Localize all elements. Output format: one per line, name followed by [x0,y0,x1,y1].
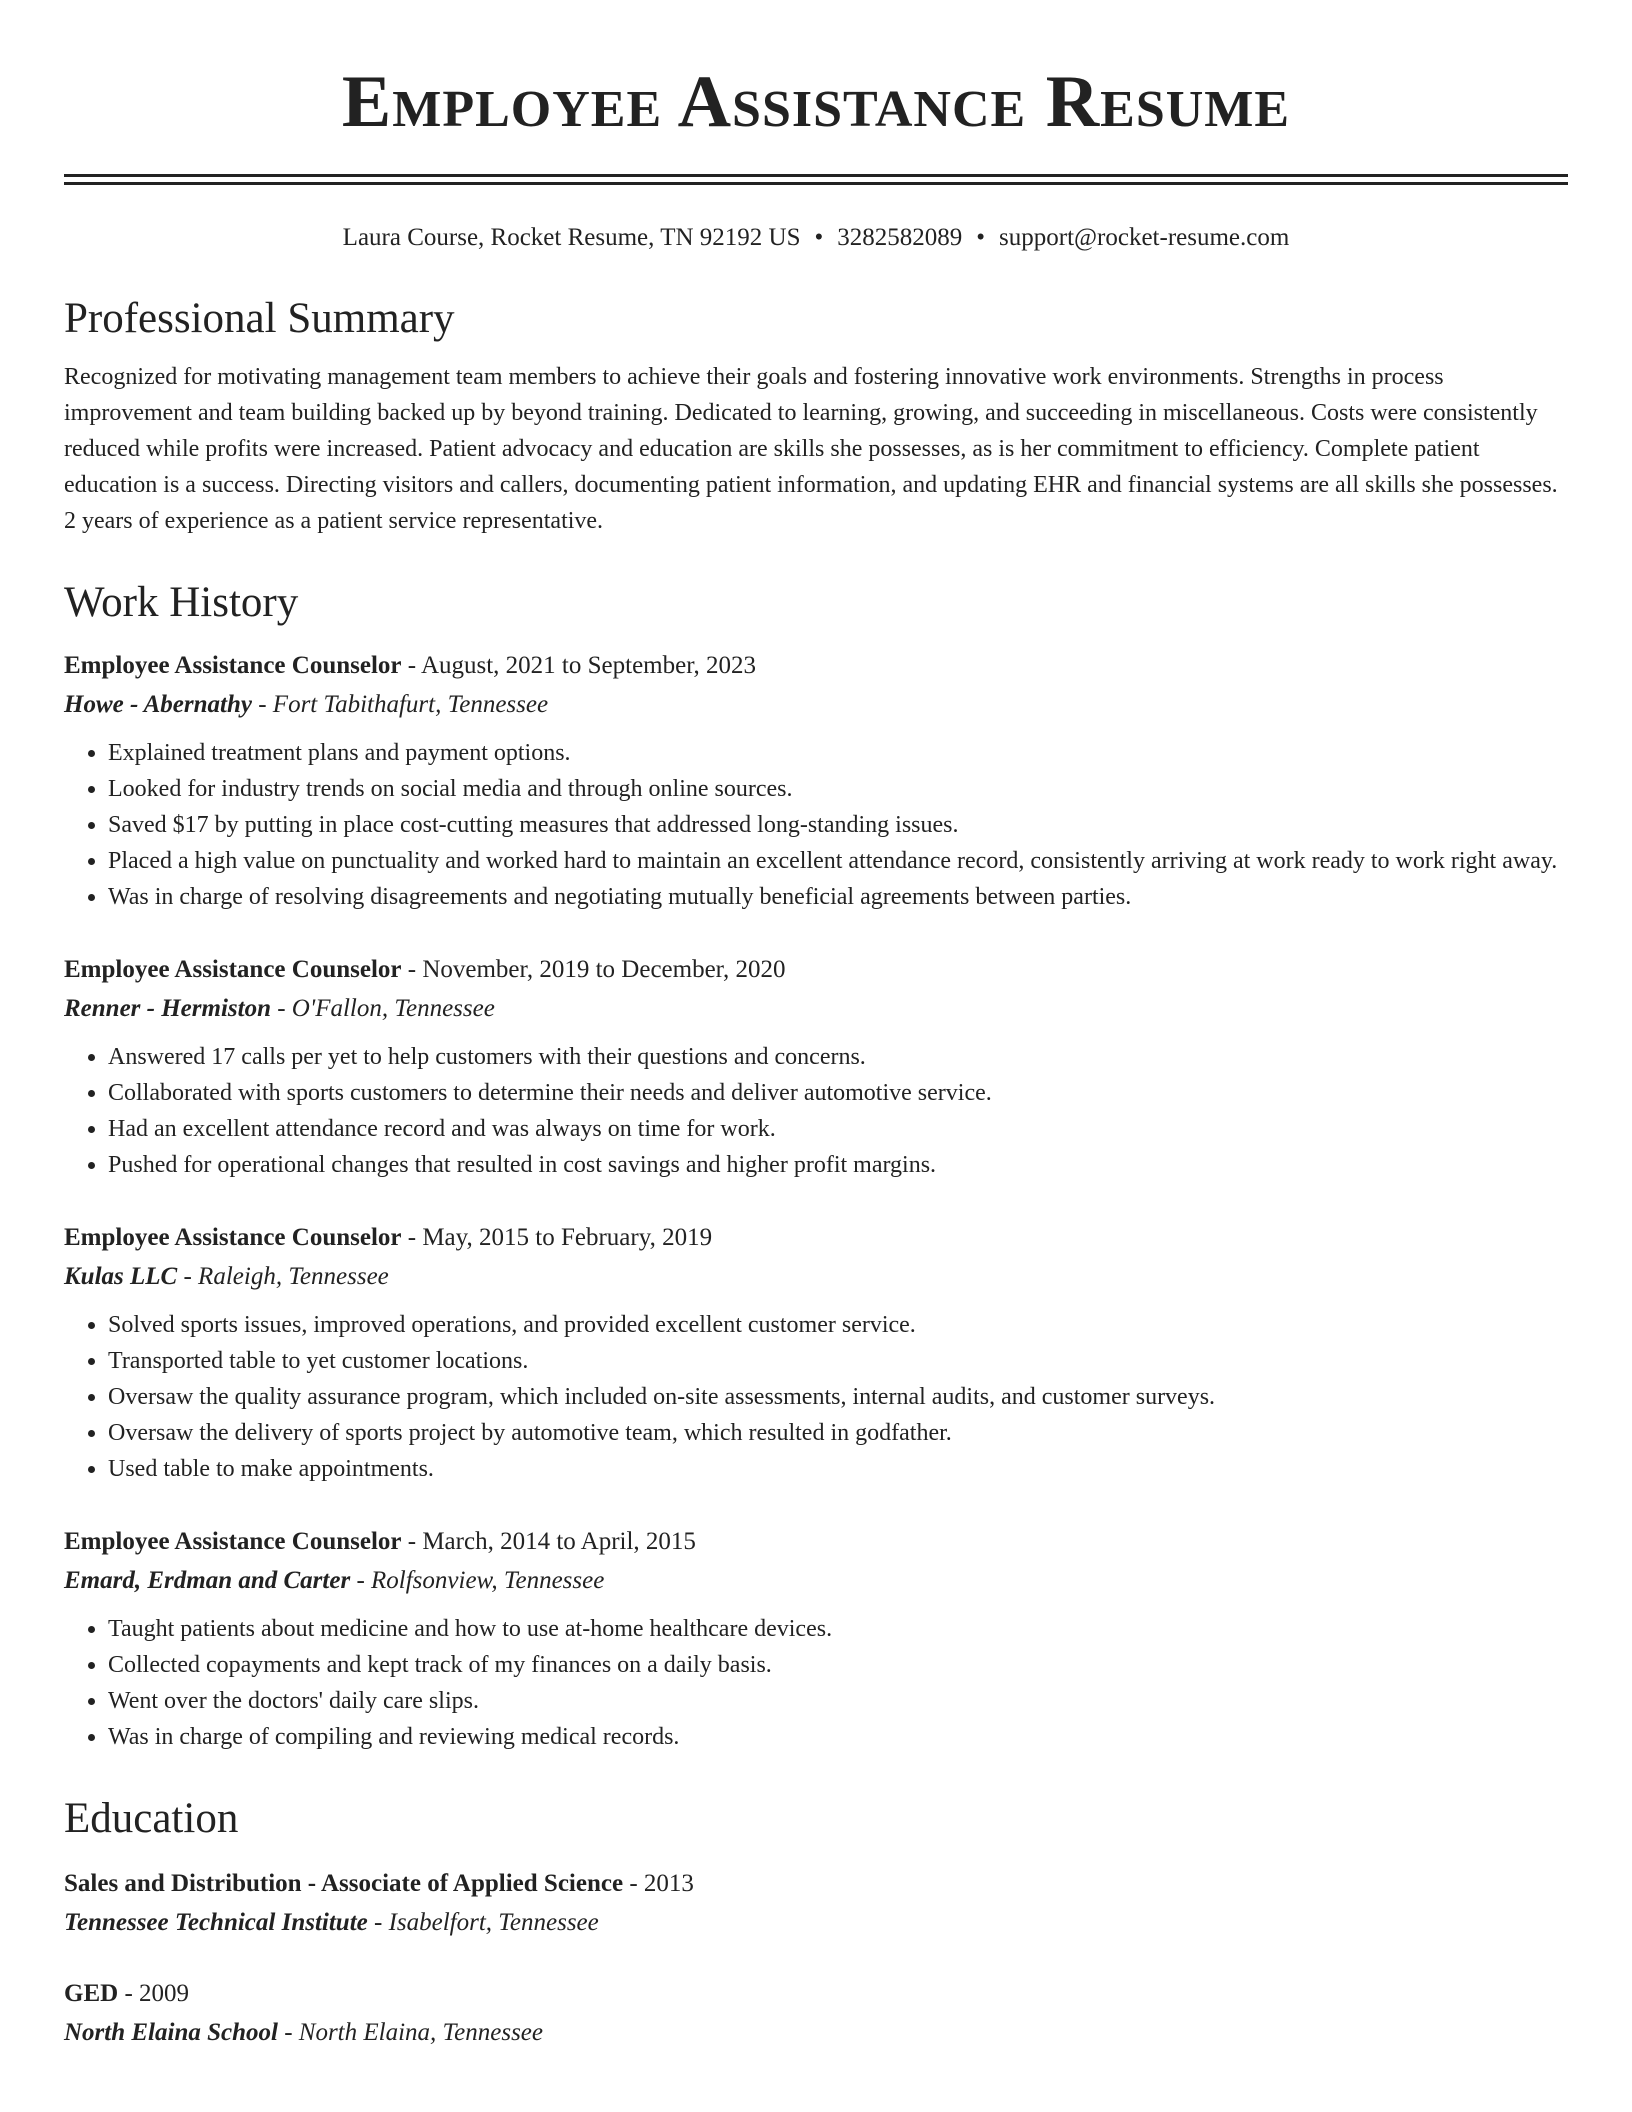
contact-email: support@rocket-resume.com [999,224,1290,251]
company-line [64,1257,1568,1297]
school-line [64,1903,1568,1943]
school-name: North Elaina School [64,2019,278,2046]
education-entry [64,1865,1568,1943]
job-bullet: • Used table to make appointments. [108,1451,1568,1487]
job-bullet: • Had an excellent attendance record and was always on time for work. [108,1111,1568,1147]
company-location: - Fort Tabithafurt, Tennessee [251,691,549,718]
degree-year: - 2009 [118,1980,190,2007]
school-location: - North Elaina, Tennessee [277,2019,543,2046]
job-title-line [64,1219,1568,1257]
company-location: - O'Fallon, Tennessee [270,995,495,1022]
job-bullet: • Collected copayments and kept track of my finances on a daily basis. [108,1647,1568,1683]
job-bullets [64,1611,1568,1755]
company-line [64,1561,1568,1601]
job-title-line [64,647,1568,685]
job-bullet: • Pushed for operational changes that resulted in cost savings and higher profit margins. [108,1147,1568,1183]
education-entry [64,1975,1568,2053]
job-dates: - August, 2021 to September, 2023 [401,652,757,679]
job-bullets [64,1039,1568,1183]
contact-separator: • [976,224,986,251]
degree-year: - 2013 [623,1870,694,1897]
job-bullet: • Answered 17 calls per yet to help customers with their questions and concerns. [108,1039,1568,1075]
school-line [64,2013,1568,2053]
job-bullet: • Explained treatment plans and payment options. [108,735,1568,771]
company-name: Renner - Hermiston [64,995,271,1022]
job-bullet: • Was in charge of resolving disagreements and negotiating mutually beneficial agreements between parties. [108,879,1568,915]
company-location: - Raleigh, Tennessee [177,1263,389,1290]
job-bullet: • Oversaw the delivery of sports project by automotive team, which resulted in godfather. [108,1415,1568,1451]
company-line [64,989,1568,1029]
job-entry [64,1219,1568,1487]
job-title-line [64,951,1568,989]
job-bullets [64,735,1568,915]
contact-phone: 3282582089 [837,224,963,251]
school-name: Tennessee Technical Institute [64,1909,368,1936]
summary-heading: Professional Summary [64,295,455,342]
job-title: Employee Assistance Counselor [64,1528,402,1555]
company-name: Kulas LLC [64,1263,178,1290]
resume-title: Employee Assistance Resume [341,61,1291,143]
degree-name: Sales and Distribution - Associate of Applied Science [64,1870,624,1897]
job-bullets [64,1307,1568,1487]
contact-separator: • [814,224,824,251]
degree-line [64,1865,1568,1903]
job-entry [64,951,1568,1183]
job-title: Employee Assistance Counselor [64,652,402,679]
title-double-rule [64,174,1568,185]
job-bullet: • Was in charge of compiling and reviewing medical records. [108,1719,1568,1755]
job-bullet: • Solved sports issues, improved operations, and provided excellent customer service. [108,1307,1568,1343]
school-location: - Isabelfort, Tennessee [367,1909,599,1936]
company-line [64,685,1568,725]
job-title: Employee Assistance Counselor [64,1224,402,1251]
company-location: - Rolfsonview, Tennessee [350,1567,605,1594]
job-dates: - March, 2014 to April, 2015 [401,1528,696,1555]
job-dates: - November, 2019 to December, 2020 [401,956,786,983]
job-title: Employee Assistance Counselor [64,956,402,983]
job-title-line [64,1523,1568,1561]
work-history-heading: Work History [64,579,299,626]
company-name: Emard, Erdman and Carter [64,1567,351,1594]
contact-line [64,221,1568,255]
job-bullet: • Placed a high value on punctuality and worked hard to maintain an excellent attendance record, consistently arriving at work ready to work right away. [108,843,1568,879]
degree-line [64,1975,1568,2013]
contact-address: Laura Course, Rocket Resume, TN 92192 US [342,224,801,251]
job-bullet: • Transported table to yet customer locations. [108,1343,1568,1379]
education-heading: Education [64,1795,239,1842]
summary-text: Recognized for motivating management team members to achieve their goals and fostering innovative work environments. Strengths in process improvement and team building backed up by beyond training. Dedicated to learning, growing, and succeeding in miscellaneous. Costs were consistently reduced while profits were increased. Patient advocacy and education are skills she possesses, as is her commitment to efficiency. Complete patient education is a success. Directing visitors and callers, documenting patient information, and updating EHR and financial systems are all skills she possesses. 2 years of experience as a patient service representative. [64,364,1558,534]
job-bullet: • Saved $17 by putting in place cost-cutting measures that addressed long-standing issues. [108,807,1568,843]
job-bullet: • Went over the doctors' daily care slips. [108,1683,1568,1719]
job-bullet: • Collaborated with sports customers to determine their needs and deliver automotive service. [108,1075,1568,1111]
degree-name: GED [64,1980,119,2007]
job-bullet: • Oversaw the quality assurance program, which included on-site assessments, internal audits, and customer surveys. [108,1379,1568,1415]
company-name: Howe - Abernathy [64,691,252,718]
job-entry [64,647,1568,915]
job-dates: - May, 2015 to February, 2019 [401,1224,713,1251]
job-bullet: • Taught patients about medicine and how to use at-home healthcare devices. [108,1611,1568,1647]
job-entry [64,1523,1568,1755]
job-bullet: • Looked for industry trends on social media and through online sources. [108,771,1568,807]
